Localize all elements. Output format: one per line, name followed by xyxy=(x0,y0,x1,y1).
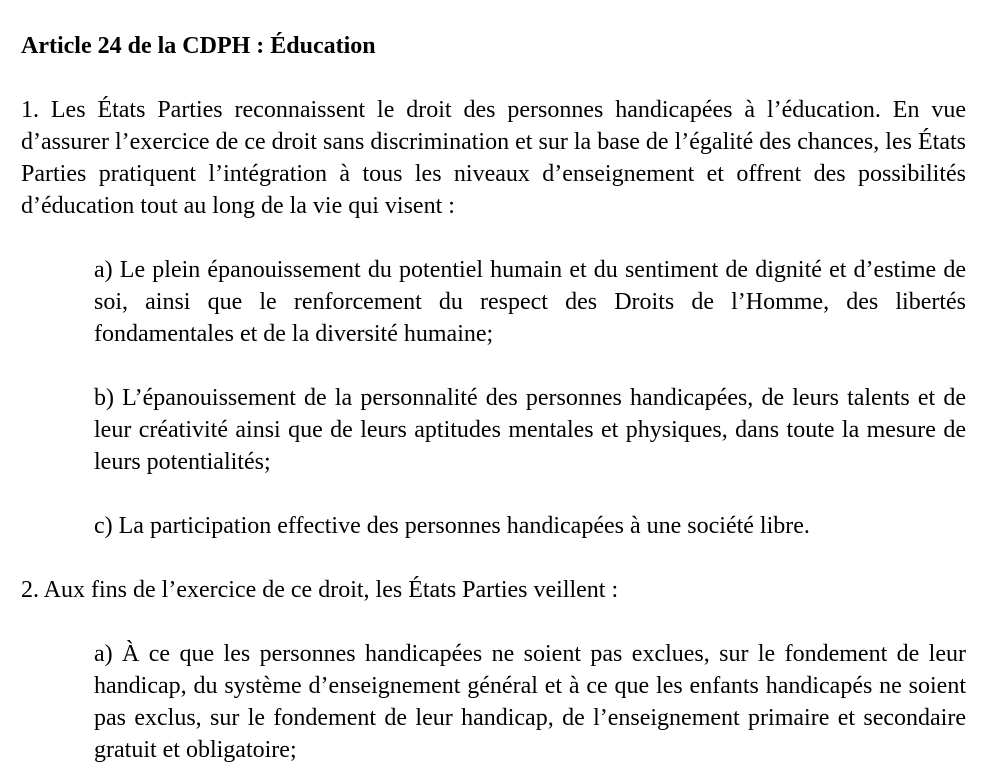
list-item-1c: c) La participation effective des personnes handicapées à une société libre. xyxy=(94,513,810,539)
paragraph-1: 1. Les États Parties reconnaissent le droit des personnes handicapées à l’éducation. En vue d’assurer l’exercice de ce droit sans discrimination et sur la base de l’égalité des chances, les États Parties pratiquent l’intégration à tous les niveaux d’enseignement et offrent des possibilités d’éducation tout au long de la vie qui visent : xyxy=(21,97,966,219)
paragraph-2: 2. Aux fins de l’exercice de ce droit, les États Parties veillent : xyxy=(21,577,619,603)
list-item-1a: a) Le plein épanouissement du potentiel humain et du sentiment de dignité et d’estime de soi, ainsi que le renforcement du respect des Droits de l’Homme, des libertés fondamentales et de la diversité humaine; xyxy=(94,257,966,347)
list-item-1b: b) L’épanouissement de la personnalité des personnes handicapées, de leurs talents et de leur créativité ainsi que de leurs aptitudes mentales et physiques, dans toute la mesure de leurs potentialités; xyxy=(94,385,966,475)
document-body xyxy=(21,30,966,766)
list-item-2a: a) À ce que les personnes handicapées ne soient pas exclues, sur le fondement de leur handicap, du système d’enseignement général et à ce que les enfants handicapés ne soient pas exclus, sur le fondement de leur handicap, de l’enseignement primaire et secondaire gratuit et obligatoire; xyxy=(94,641,966,763)
document-title: Article 24 de la CDPH : Éducation xyxy=(21,33,376,59)
